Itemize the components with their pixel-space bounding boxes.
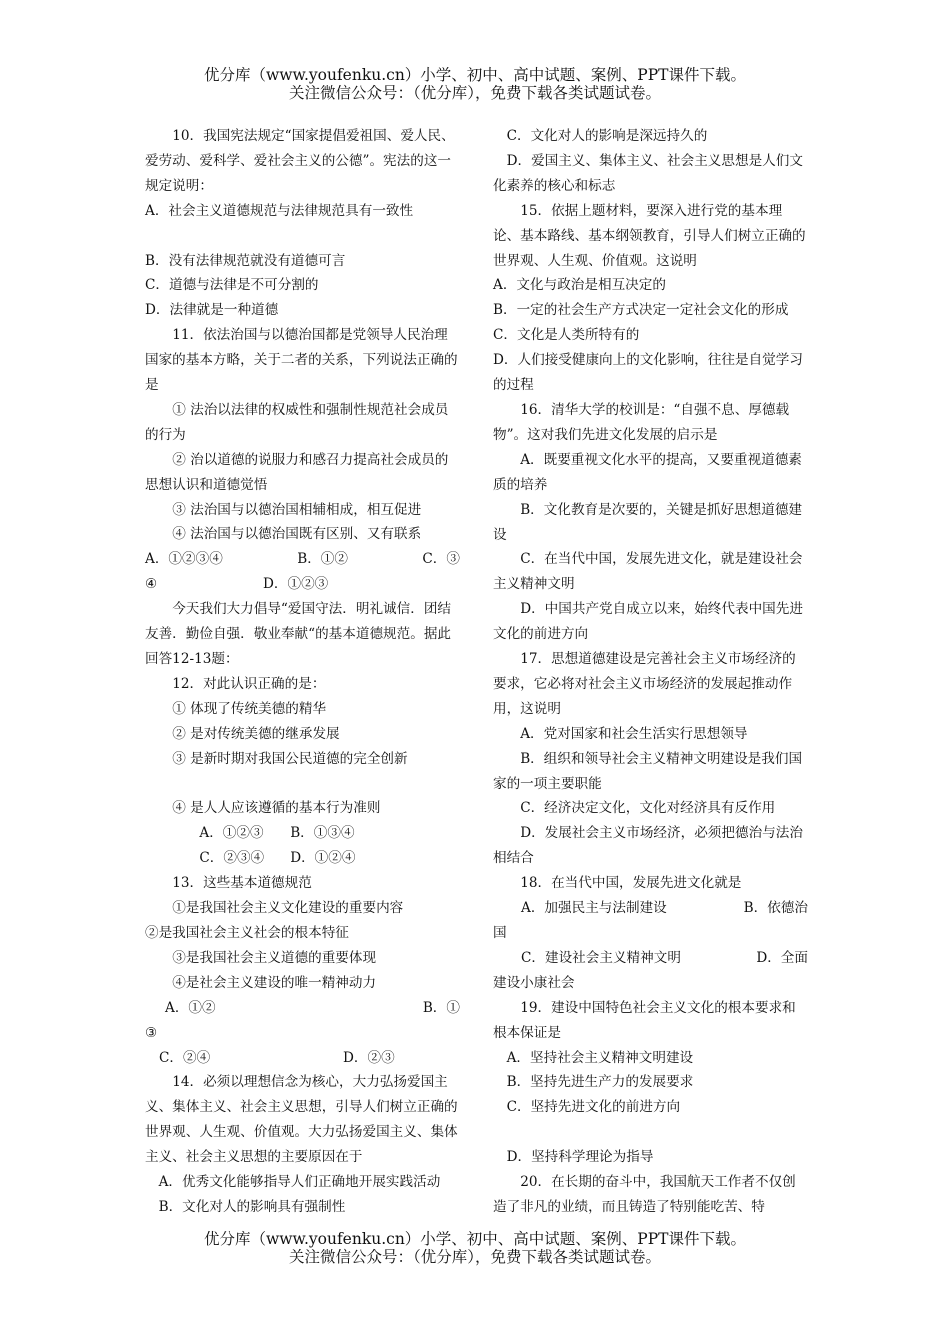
q15-option-a: A．文化与政治是相互决定的 (493, 277, 666, 294)
q12-statement-1: ① 体现了传统美德的精华 (172, 700, 327, 717)
q17-option-a: A．党对国家和社会生活实行思想领导 (520, 725, 748, 742)
q13-option-b: B．① (422, 999, 460, 1016)
q12-options-row-1 (145, 821, 460, 846)
q11-option-b: B．①② (297, 551, 348, 568)
q11-options-row (145, 547, 460, 572)
q11-option-a: A．①②③④ (145, 551, 223, 568)
q18-option-d-cont: 建设小康社会 (493, 974, 575, 991)
q12-statement-2: ② 是对传统美德的继承发展 (172, 725, 340, 742)
q18-option-b: B．依德治 (743, 900, 808, 917)
q16-option-b: B．文化教育是次要的，关键是抓好思想道德建设 (493, 501, 803, 543)
q19-option-c: C．坚持先进文化的前进方向 (506, 1099, 681, 1116)
left-column (145, 124, 460, 1220)
footer-line-2: 关注微信公众号：（优分库），免费下载各类试题试卷。 (288, 1248, 661, 1266)
q13-statement-1: ①是我国社会主义文化建设的重要内容 (172, 900, 404, 917)
q14-option-d: D．爱国主义、集体主义、社会主义思想是人们文化素养的核心和标志 (493, 152, 803, 194)
q12-options-row-2 (145, 846, 460, 871)
q13-option-d: D．②③ (343, 1049, 395, 1066)
q10-option-a: A．社会主义道德规范与法律规范具有一致性 (145, 202, 414, 219)
q17-option-d: D．发展社会主义市场经济，必须把德治与法治相结合 (493, 825, 803, 867)
q11-stem: 11．依法治国与以德治国都是党领导人民治理国家的基本方略，关于二者的关系，下列说法正确的是 (145, 327, 458, 394)
q18-option-c: C．建设社会主义精神文明 (521, 949, 681, 966)
q13-statement-3: ③是我国社会主义道德的重要体现 (172, 949, 377, 966)
q12-statement-3: ③ 是新时期对我国公民道德的完全创新 (172, 750, 408, 767)
q11-statement-2: ② 治以道德的说服力和感召力提高社会成员的思想认识和道德觉悟 (145, 451, 449, 493)
header-line-1: 优分库（www.youfenku.cn）小学、初中、高中试题、案例、PPT课件下载。 (203, 66, 747, 84)
q17-option-c: C．经济决定文化，文化对经济具有反作用 (520, 800, 776, 817)
q13-option-c: C．②④ (159, 1049, 211, 1066)
q18-option-d: D．全面 (756, 949, 808, 966)
q15-option-c: C．文化是人类所特有的 (493, 327, 640, 344)
q18-options-row-2 (493, 946, 808, 971)
q14-stem: 14．必须以理想信念为核心，大力弘扬爱国主义、集体主义、社会主义思想，引导人们树立正确的世界观、人生观、价值观。大力弘扬爱国主义、集体主义、社会主义思想的主要原因在于 (145, 1074, 458, 1166)
blank-line (493, 1120, 808, 1145)
q10-option-b: B．没有法律规范就没有道德可言 (145, 252, 346, 269)
q15-stem: 15．依据上题材料，要深入进行党的基本理论、基本路线、基本纲领教育，引导人们树立正确的世界观、人生观、价值观。这说明 (493, 202, 806, 269)
q18-option-b-cont: 国 (493, 925, 507, 941)
q18-options-row-1 (493, 896, 808, 921)
blank-line (145, 224, 460, 249)
q19-option-d: D．坚持科学理论为指导 (506, 1149, 654, 1166)
header-line-2: 关注微信公众号：（优分库），免费下载各类试题试卷。 (288, 84, 661, 102)
q10-stem: 10．我国宪法规定“国家提倡爱祖国、爱人民、爱劳动、爱科学、爱社会主义的公德”。宪法的这一规定说明： (145, 128, 455, 194)
q13-option-b-cont: ③ (145, 1024, 158, 1041)
q12-option-c: C．②③④ (199, 850, 265, 867)
q11-options-row-2 (145, 572, 460, 597)
q12-13-intro: 今天我们大力倡导“爱国守法．明礼诚信．团结友善．勤俭自强．敬业奉献“的基本道德规范。据此回答12-13题： (145, 601, 452, 668)
q11-option-c-cont: ④ (145, 576, 158, 593)
q14-option-c: C．文化对人的影响是深远持久的 (506, 128, 708, 144)
q19-stem: 19．建设中国特色社会主义文化的根本要求和根本保证是 (493, 999, 796, 1041)
q10-option-c: C．道德与法律是不可分割的 (145, 277, 319, 294)
q18-option-a: A．加强民主与法制建设 (521, 900, 667, 917)
q11-option-d: D．①②③ (263, 576, 329, 593)
q19-option-b: B．坚持先进生产力的发展要求 (506, 1074, 694, 1091)
q14-option-a: A．优秀文化能够指导人们正确地开展实践活动 (158, 1174, 441, 1191)
q14-option-b: B．文化对人的影响具有强制性 (158, 1198, 346, 1215)
q17-option-b: B．组织和领导社会主义精神文明建设是我们国家的一项主要职能 (493, 750, 803, 792)
q10-option-d: D．法律就是一种道德 (145, 302, 279, 319)
page-header (0, 66, 950, 102)
q16-option-a: A．既要重视文化水平的提高，又要重视道德素质的培养 (493, 451, 802, 493)
q17-stem: 17．思想道德建设是完善社会主义市场经济的要求，它必将对社会主义市场经济的发展起推动作用，这说明 (493, 651, 796, 717)
q13-options-row (145, 996, 460, 1021)
q15-option-d: D．人们接受健康向上的文化影响，往往是自觉学习的过程 (493, 352, 803, 394)
q11-option-c: C．③ (422, 551, 460, 568)
q12-option-b: B．①③④ (290, 825, 355, 842)
q12-option-a: A．①②③ (199, 825, 264, 842)
q18-stem: 18．在当代中国，发展先进文化就是 (520, 875, 742, 892)
q13-options-row-2 (145, 1046, 460, 1071)
blank-line (145, 772, 460, 797)
q19-option-a: A．坚持社会主义精神文明建设 (506, 1049, 694, 1066)
q13-stem: 13．这些基本道德规范 (172, 875, 312, 892)
q16-stem: 16．清华大学的校训是：“自强不息、厚德载物”。这对我们先进文化发展的启示是 (493, 401, 790, 443)
q13-statement-4: ④是社会主义建设的唯一精神动力 (172, 974, 377, 991)
q20-stem: 20．在长期的奋斗中，我国航天工作者不仅创造了非凡的业绩，而且铸造了特别能吃苦、特 (493, 1174, 796, 1215)
q15-option-b: B．一定的社会生产方式决定一定社会文化的形成 (493, 302, 789, 319)
q16-option-d: D．中国共产党自成立以来，始终代表中国先进文化的前进方向 (493, 601, 803, 643)
q16-option-c: C．在当代中国，发展先进文化，就是建设社会主义精神文明 (493, 551, 803, 593)
footer-line-1: 优分库（www.youfenku.cn）小学、初中、高中试题、案例、PPT课件下载。 (203, 1230, 747, 1248)
page-footer (0, 1230, 950, 1266)
q12-option-d: D．①②④ (290, 850, 356, 867)
q11-statement-1: ① 法治以法律的权威性和强制性规范社会成员的行为 (145, 401, 449, 443)
q13-option-a: A．①② (165, 999, 216, 1016)
q13-statement-2: ②是我国社会主义社会的根本特征 (145, 924, 349, 941)
q12-statement-4: ④ 是人人应该遵循的基本行为准则 (172, 800, 381, 817)
right-column (493, 124, 808, 1220)
q11-statement-3: ③ 法治国与以德治国相辅相成，相互促进 (172, 501, 422, 518)
q11-statement-4: ④ 法治国与以德治国既有区别、又有联系 (172, 526, 422, 543)
q12-stem: 12．对此认识正确的是： (172, 675, 326, 692)
